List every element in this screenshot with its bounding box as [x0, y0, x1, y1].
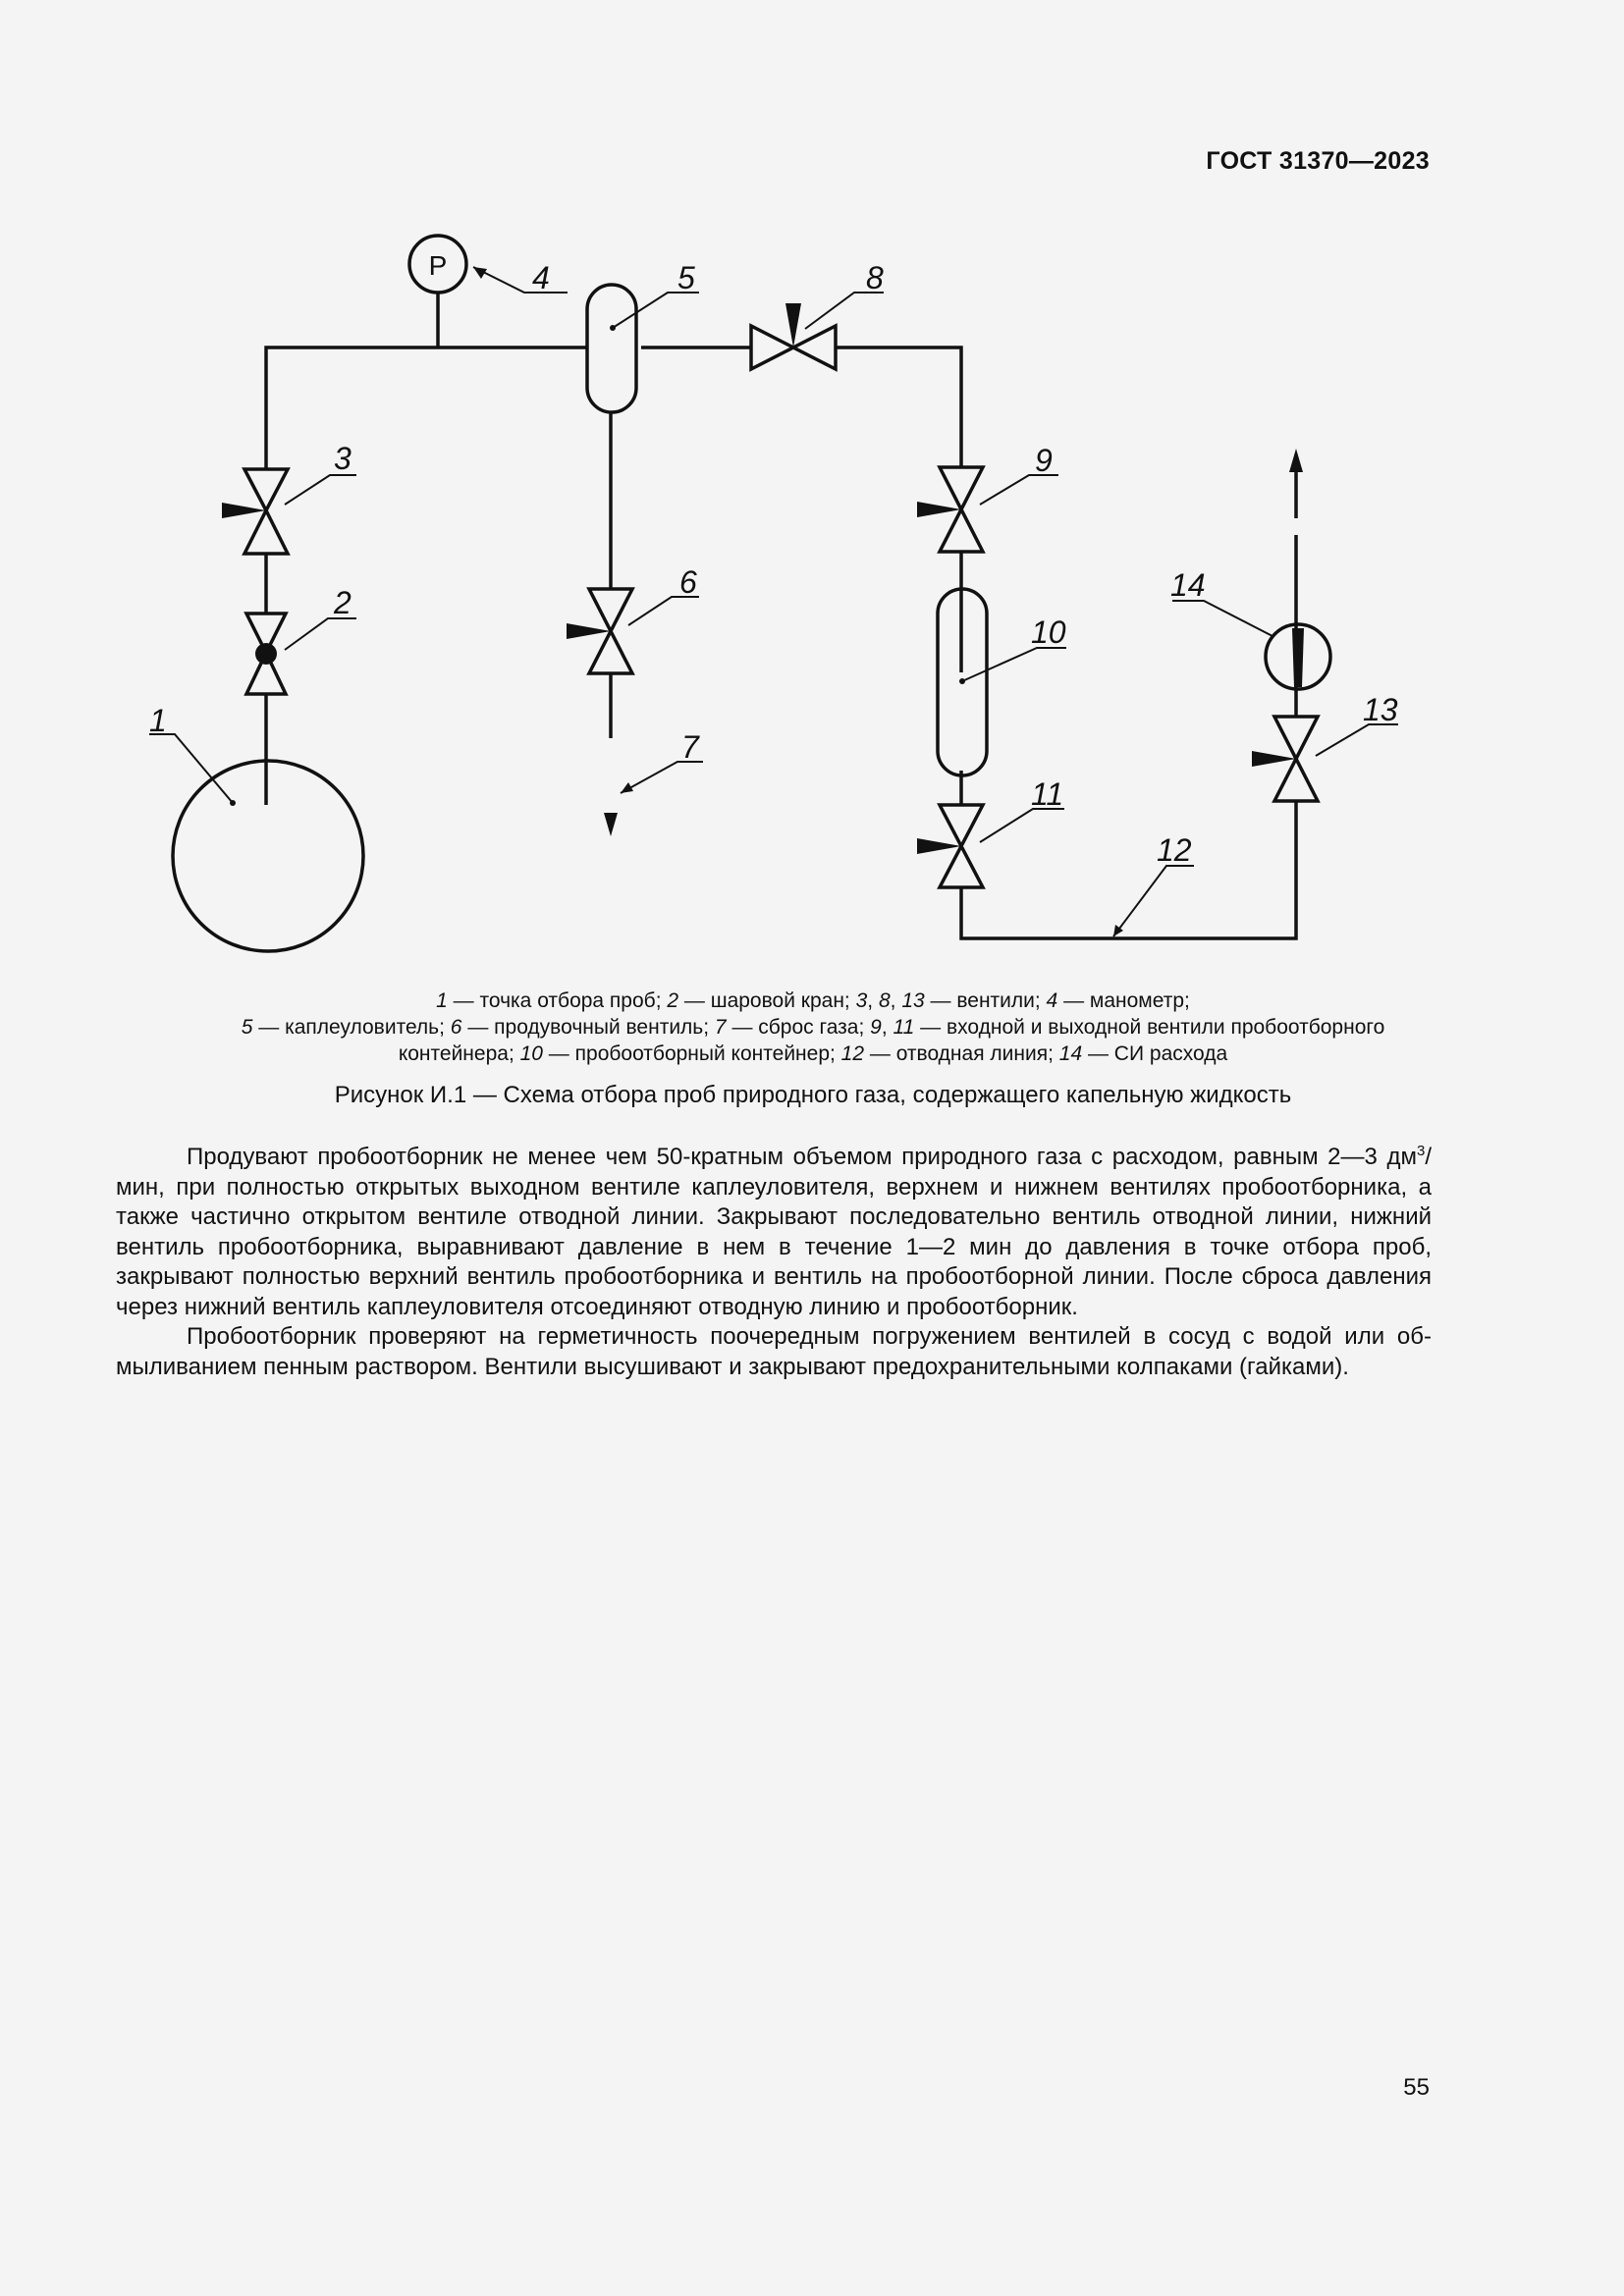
label-9: 9	[1035, 443, 1053, 478]
valve-6	[589, 589, 632, 631]
leader-10	[962, 648, 1066, 681]
figure-legend	[116, 988, 1510, 1067]
valve-9	[940, 467, 983, 509]
label-13: 13	[1363, 692, 1398, 727]
label-5: 5	[677, 260, 695, 295]
leader-1	[149, 734, 233, 803]
leader-2	[285, 618, 356, 650]
valve-13	[1274, 717, 1318, 759]
label-10: 10	[1031, 614, 1066, 650]
handle-11	[917, 838, 961, 854]
valve-3	[244, 469, 288, 510]
label-12: 12	[1157, 832, 1192, 868]
arrow-gas-release	[604, 813, 618, 836]
legend-line-1: 1 — точка отбора проб; 2 — шаровой кран; 3, 8, 13 — вентили; 4 — манометр;	[436, 989, 1190, 1012]
document-header: ГОСТ 31370—2023	[1206, 147, 1430, 175]
label-2: 2	[334, 585, 352, 620]
gauge-symbol: P	[428, 250, 448, 281]
droplet-separator	[587, 285, 636, 412]
leader-5	[613, 293, 699, 328]
leader-9	[980, 475, 1058, 505]
valve-11	[940, 805, 983, 846]
label-7: 7	[681, 729, 699, 765]
paragraph-2: Пробоотборник проверяют на герметичность поочередным погружением вентилей в сосуд с водой или обмыливанием пенным раствором. Вентили высушивают и закрывают предохранительными колпаками (гайками).	[116, 1323, 1432, 1380]
handle-6	[567, 623, 611, 639]
leader-11	[980, 809, 1064, 842]
paragraph-1: Продувают пробоотборник не менее чем 50-кратным объемом природного газа с расходом, равным 2—3 $дм^3$/мин, при полностью открытых выходном вентиле каплеуловителя, верхнем и нижнем вентилях пробоотборника, а также частично открытом вентиле отводной линии. Закрывают последовательно вентиль отводной линии, нижний вентиль пробоотборника, выравнивают давление в нем в течение 1—2 мин до давления в точке отбора проб, закрывают полностью верхний вентиль пробоотборника и вентиль на пробоотборной линии. После сброса давления через нижний вентиль каплеуловителя отсоединяют отводную линию и пробоотборник.	[116, 1143, 1432, 1320]
label-1: 1	[149, 703, 167, 738]
label-6: 6	[679, 564, 697, 600]
legend-line-2: 5 — каплеуловитель; 6 — продувочный вентиль; 7 — сброс газа; 9, 11 — входной и выходной вентили пробоотборного	[241, 1016, 1385, 1039]
page-number: 55	[1403, 2074, 1430, 2101]
leader-6	[628, 597, 699, 625]
pipe-12	[961, 717, 1296, 938]
body-text	[116, 1143, 1432, 1382]
handle-9	[917, 502, 961, 517]
leader-3	[285, 475, 356, 505]
handle-8	[785, 303, 801, 347]
label-14: 14	[1170, 567, 1206, 603]
leader-4	[473, 267, 568, 293]
ball-2	[255, 643, 277, 665]
gas-sampling-diagram	[0, 0, 1624, 982]
label-11: 11	[1031, 776, 1064, 812]
sampling-point-tank	[173, 761, 363, 951]
label-3: 3	[334, 441, 352, 476]
leader-12	[1113, 866, 1194, 936]
label-8: 8	[866, 260, 884, 295]
leader-14	[1172, 601, 1272, 636]
handle-13	[1252, 751, 1296, 767]
leader-7	[621, 762, 703, 793]
label-4: 4	[532, 260, 550, 295]
leader-13	[1316, 724, 1398, 756]
figure-caption: Рисунок И.1 — Схема отбора проб природного газа, содержащего капельную жидкость	[334, 1082, 1292, 1108]
leader-8	[805, 293, 884, 329]
valve-8	[751, 326, 793, 369]
flow-meter-float	[1292, 628, 1304, 687]
pipe-left-top	[266, 347, 587, 759]
arrow-exhaust-up	[1289, 449, 1303, 472]
handle-3	[222, 503, 266, 518]
legend-line-3: контейнера; 10 — пробоотборный контейнер; 12 — отводная линия; 14 — СИ расхода	[398, 1042, 1228, 1065]
